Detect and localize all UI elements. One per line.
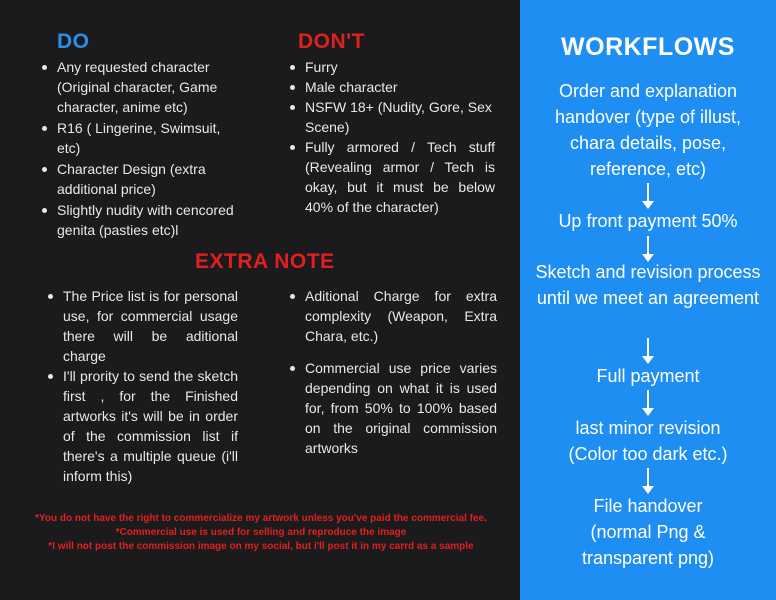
do-list (37, 57, 247, 241)
workflow-step: File handover (normal Png & transparent png) (581, 496, 715, 568)
disclaimer-notes (30, 512, 492, 554)
dont-item: Furry (285, 57, 495, 77)
disclaimer-note: *You do not have the right to commercialize my artwork unless you've paid the commercial fee. (35, 513, 487, 524)
extra-note-item: Aditional Charge for extra complexity (Weapon, Extra Chara, etc.) (285, 286, 497, 346)
workflow-step: Up front payment 50% (558, 211, 738, 231)
do-item: Slightly nudity with cencored genita (pasties etc)l (37, 200, 247, 240)
down-arrow-icon (642, 390, 654, 416)
do-item: Any requested character (Original character, Game character, anime etc) (37, 57, 247, 117)
extra-note-heading: EXTRA NOTE (195, 250, 335, 273)
dont-heading: DON'T (298, 30, 365, 53)
dont-list (285, 57, 495, 217)
do-item: Character Design (extra additional price) (37, 159, 247, 199)
down-arrow-icon (642, 468, 654, 494)
dont-item: NSFW 18+ (Nudity, Gore, Sex Scene) (285, 97, 495, 137)
extra-note-item: I'll prority to send the sketch first , for the Finished artworks it's will be in order of the commission list if there's a multiple queue (i'll inform this) (43, 366, 238, 486)
down-arrow-icon (642, 183, 654, 209)
workflow-title: WORKFLOWS (561, 33, 735, 61)
disclaimer-note: *I will not post the commission image on my social, but i'll post it in my carrd as a sample (48, 541, 474, 552)
extra-note-item: The Price list is for personal use, for commercial usage there will be aditional charge (43, 286, 238, 366)
workflow-panel (520, 0, 776, 600)
workflow-step: Order and explanation handover (type of illust, chara details, pose, reference, etc) (554, 81, 742, 179)
extra-note-list-right (285, 286, 497, 458)
workflow-step: Sketch and revision process until we meet an agreement (535, 262, 761, 308)
dont-item: Fully armored / Tech stuff (Revealing armor / Tech is okay, but it must be below 40% of the character) (285, 137, 495, 217)
workflow-step: last minor revision (Color too dark etc.) (568, 418, 728, 464)
do-heading: DO (57, 30, 90, 53)
extra-note-list-left (43, 286, 238, 486)
extra-note-item: Commercial use price varies depending on what it is used for, from 50% to 100% based on the original commission artworks (285, 358, 497, 458)
dont-item: Male character (285, 77, 495, 97)
workflow-step: Full payment (596, 366, 700, 386)
do-item: R16 ( Lingerine, Swimsuit, etc) (37, 118, 247, 158)
down-arrow-icon (642, 338, 654, 364)
disclaimer-note: *Commercial use is used for selling and reproduce the image (115, 527, 407, 538)
